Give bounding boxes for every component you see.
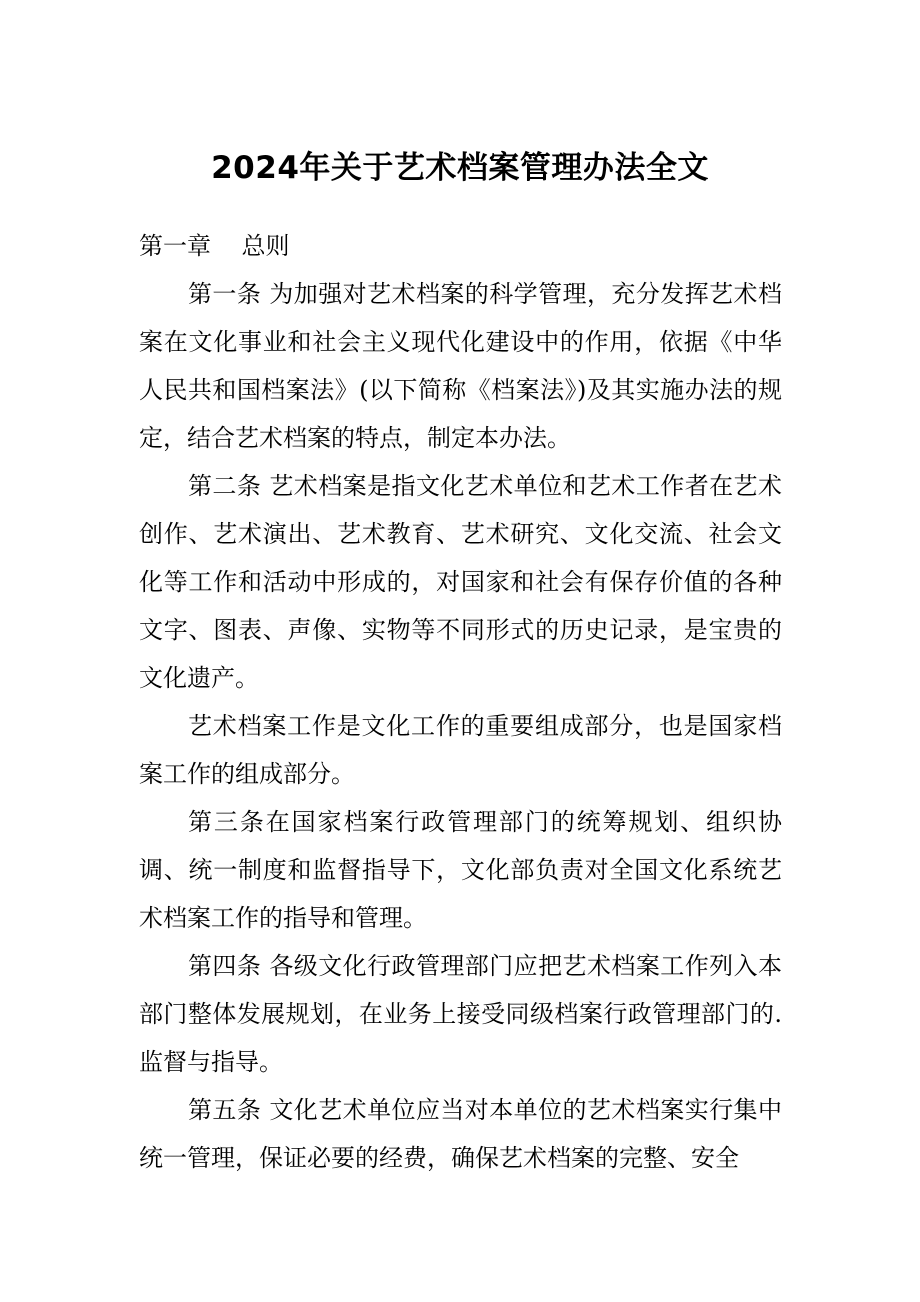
chapter-heading: 第一章 总则 xyxy=(139,232,290,260)
article-3-paragraph: 第三条在国家档案行政管理部门的统筹规划、组织协调、统一制度和监督指导下，文化部负责对全国文化系统艺术档案工作的指导和管理。 xyxy=(139,808,782,932)
article-4-paragraph: 第四条 各级文化行政管理部门应把艺术档案工作列入本部门整体发展规划，在业务上接受同级档案行政管理部门的. 监督与指导。 xyxy=(139,952,782,1076)
article-2-paragraph: 第二条 艺术档案是指文化艺术单位和艺术工作者在艺术创作、艺术演出、艺术教育、艺术研究、文化交流、社会文化等工作和活动中形成的，对国家和社会有保存价值的各种文字、图表、声像、实物等不同形式的历史记录，是宝贵的文化遗产。 xyxy=(139,472,782,692)
document-body xyxy=(139,222,782,1182)
article-1-paragraph: 第一条 为加强对艺术档案的科学管理，充分发挥艺术档案在文化事业和社会主义现代化建设中的作用，依据《中华人民共和国档案法》(以下简称《档案法》)及其实施办法的规定，结合艺术档案的特点，制定本办法。 xyxy=(139,280,782,452)
document-title: 2024年关于艺术档案管理办法全文 xyxy=(211,150,709,186)
article-2-continuation-paragraph: 艺术档案工作是文化工作的重要组成部分，也是国家档案工作的组成部分。 xyxy=(139,712,782,788)
article-5-paragraph: 第五条 文化艺术单位应当对本单位的艺术档案实行集中统一管理，保证必要的经费，确保艺术档案的完整、安全 xyxy=(139,1096,782,1172)
